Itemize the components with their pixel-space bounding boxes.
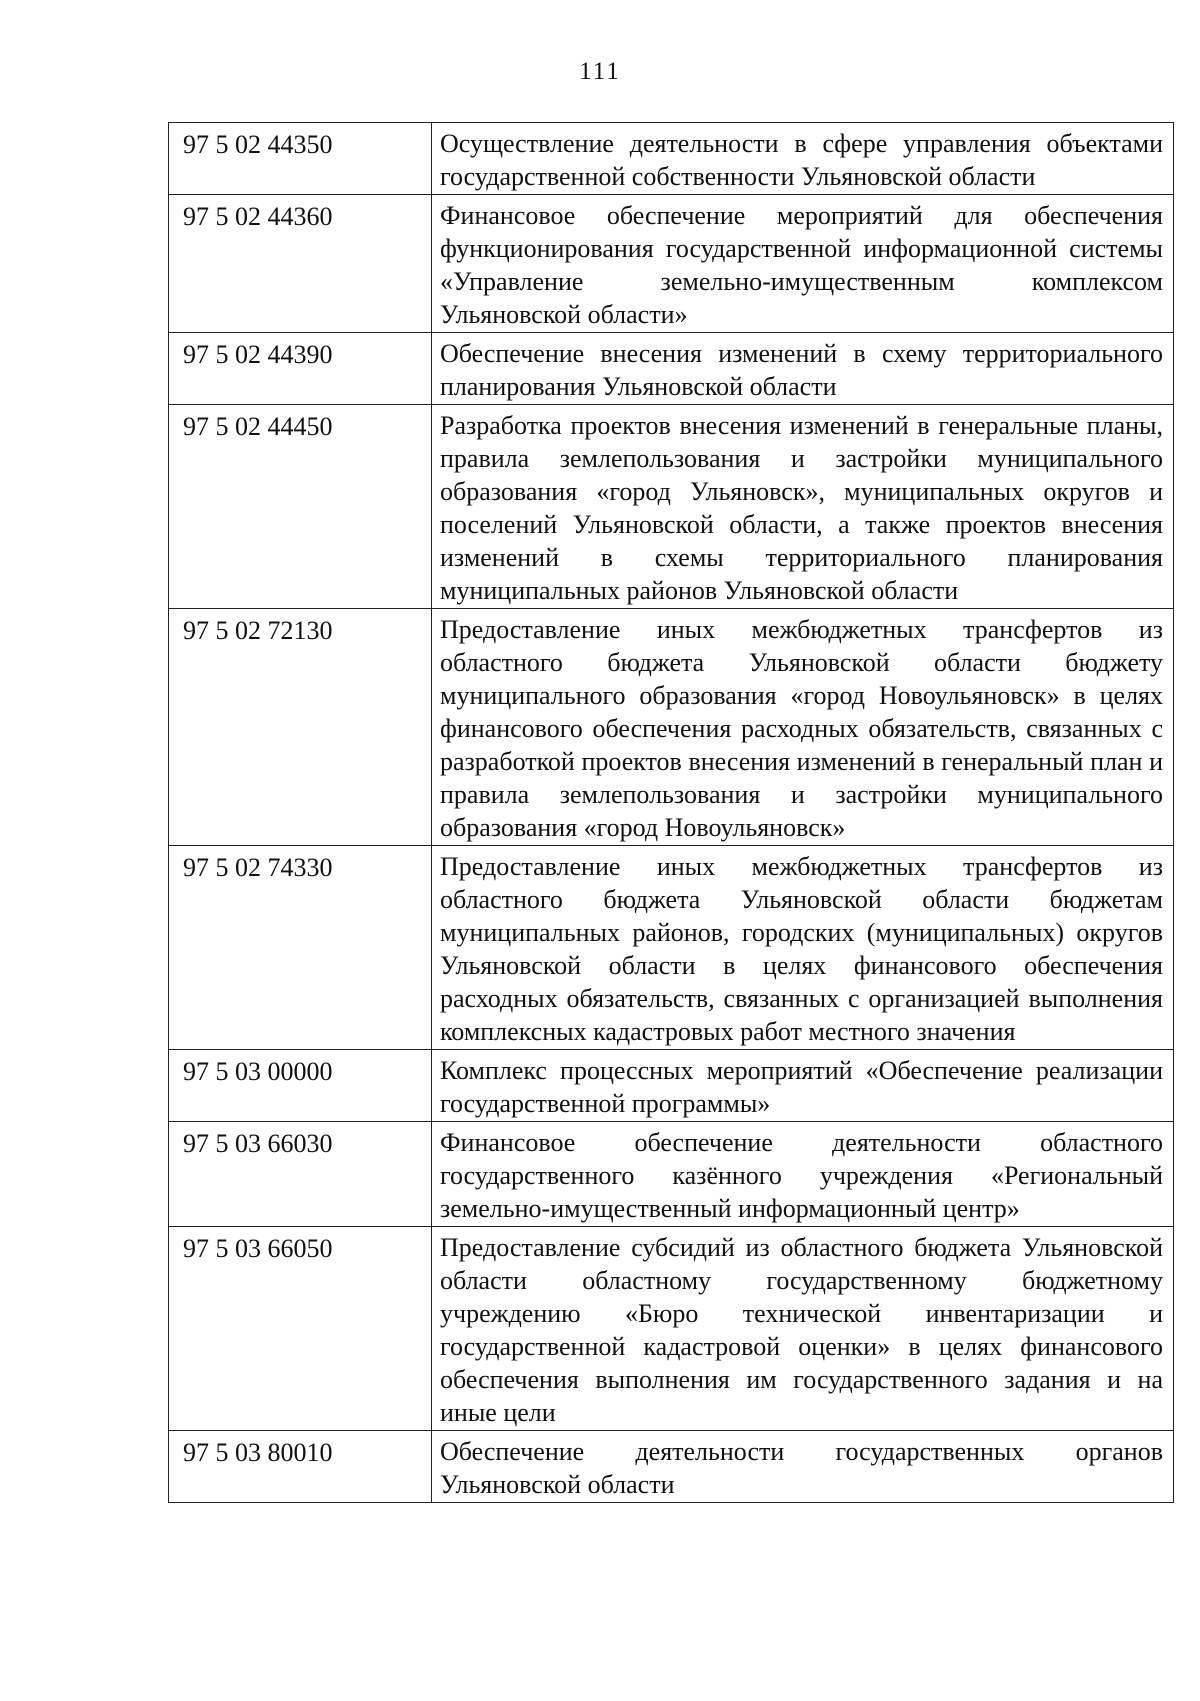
table-row [169,1227,1174,1431]
table-row [169,1431,1174,1503]
code-cell: 97 5 02 44360 [169,195,432,333]
description-cell: Разработка проектов внесения изменений в генеральные планы, правила землепользования и застройки муниципального образования «город Ульяновск», муниципальных округов и поселений Ульяновской области, а также проектов внесения изменений в схемы территориального планирования муниципальных районов Ульяновской области [432,405,1174,609]
description-cell: Осуществление деятельности в сфере управления объектами государственной собственности Ульяновской области [432,123,1174,195]
code-cell: 97 5 02 44390 [169,333,432,405]
table-row [169,1122,1174,1227]
budget-code-table [168,122,1174,1503]
description-cell: Предоставление иных межбюджетных трансфертов из областного бюджета Ульяновской области бюджетам муниципальных районов, городских (муниципальных) округов Ульяновской области в целях финансового обеспечения расходных обязательств, связанных с организацией выполнения комплексных кадастровых работ местного значения [432,846,1174,1050]
code-cell: 97 5 02 74330 [169,846,432,1050]
code-cell: 97 5 02 44350 [169,123,432,195]
description-cell: Финансовое обеспечение мероприятий для обеспечения функционирования государственной информационной системы «Управление земельно-имущественным комплексом Ульяновской области» [432,195,1174,333]
table-row [169,1050,1174,1122]
table-row [169,123,1174,195]
table-row [169,333,1174,405]
code-cell: 97 5 03 66050 [169,1227,432,1431]
code-cell: 97 5 03 66030 [169,1122,432,1227]
code-cell: 97 5 03 80010 [169,1431,432,1503]
description-cell: Предоставление иных межбюджетных трансфертов из областного бюджета Ульяновской области бюджету муниципального образования «город Новоульяновск» в целях финансового обеспечения расходных обязательств, связанных с разработкой проектов внесения изменений в генеральный план и правила землепользования и застройки муниципального образования «город Новоульяновск» [432,609,1174,846]
table-row [169,846,1174,1050]
description-cell: Комплекс процессных мероприятий «Обеспечение реализации государственной программы» [432,1050,1174,1122]
table-row [169,609,1174,846]
code-cell: 97 5 02 44450 [169,405,432,609]
code-cell: 97 5 02 72130 [169,609,432,846]
table-row [169,195,1174,333]
description-cell: Обеспечение внесения изменений в схему территориального планирования Ульяновской области [432,333,1174,405]
description-cell: Предоставление субсидий из областного бюджета Ульяновской области областному государственному бюджетному учреждению «Бюро технической инвентаризации и государственной кадастровой оценки» в целях финансового обеспечения выполнения им государственного задания и на иные цели [432,1227,1174,1431]
code-cell: 97 5 03 00000 [169,1050,432,1122]
page-number: 111 [579,58,621,85]
description-cell: Финансовое обеспечение деятельности областного государственного казённого учреждения «Региональный земельно-имущественный информационный центр» [432,1122,1174,1227]
table-row [169,405,1174,609]
description-cell: Обеспечение деятельности государственных органов Ульяновской области [432,1431,1174,1503]
